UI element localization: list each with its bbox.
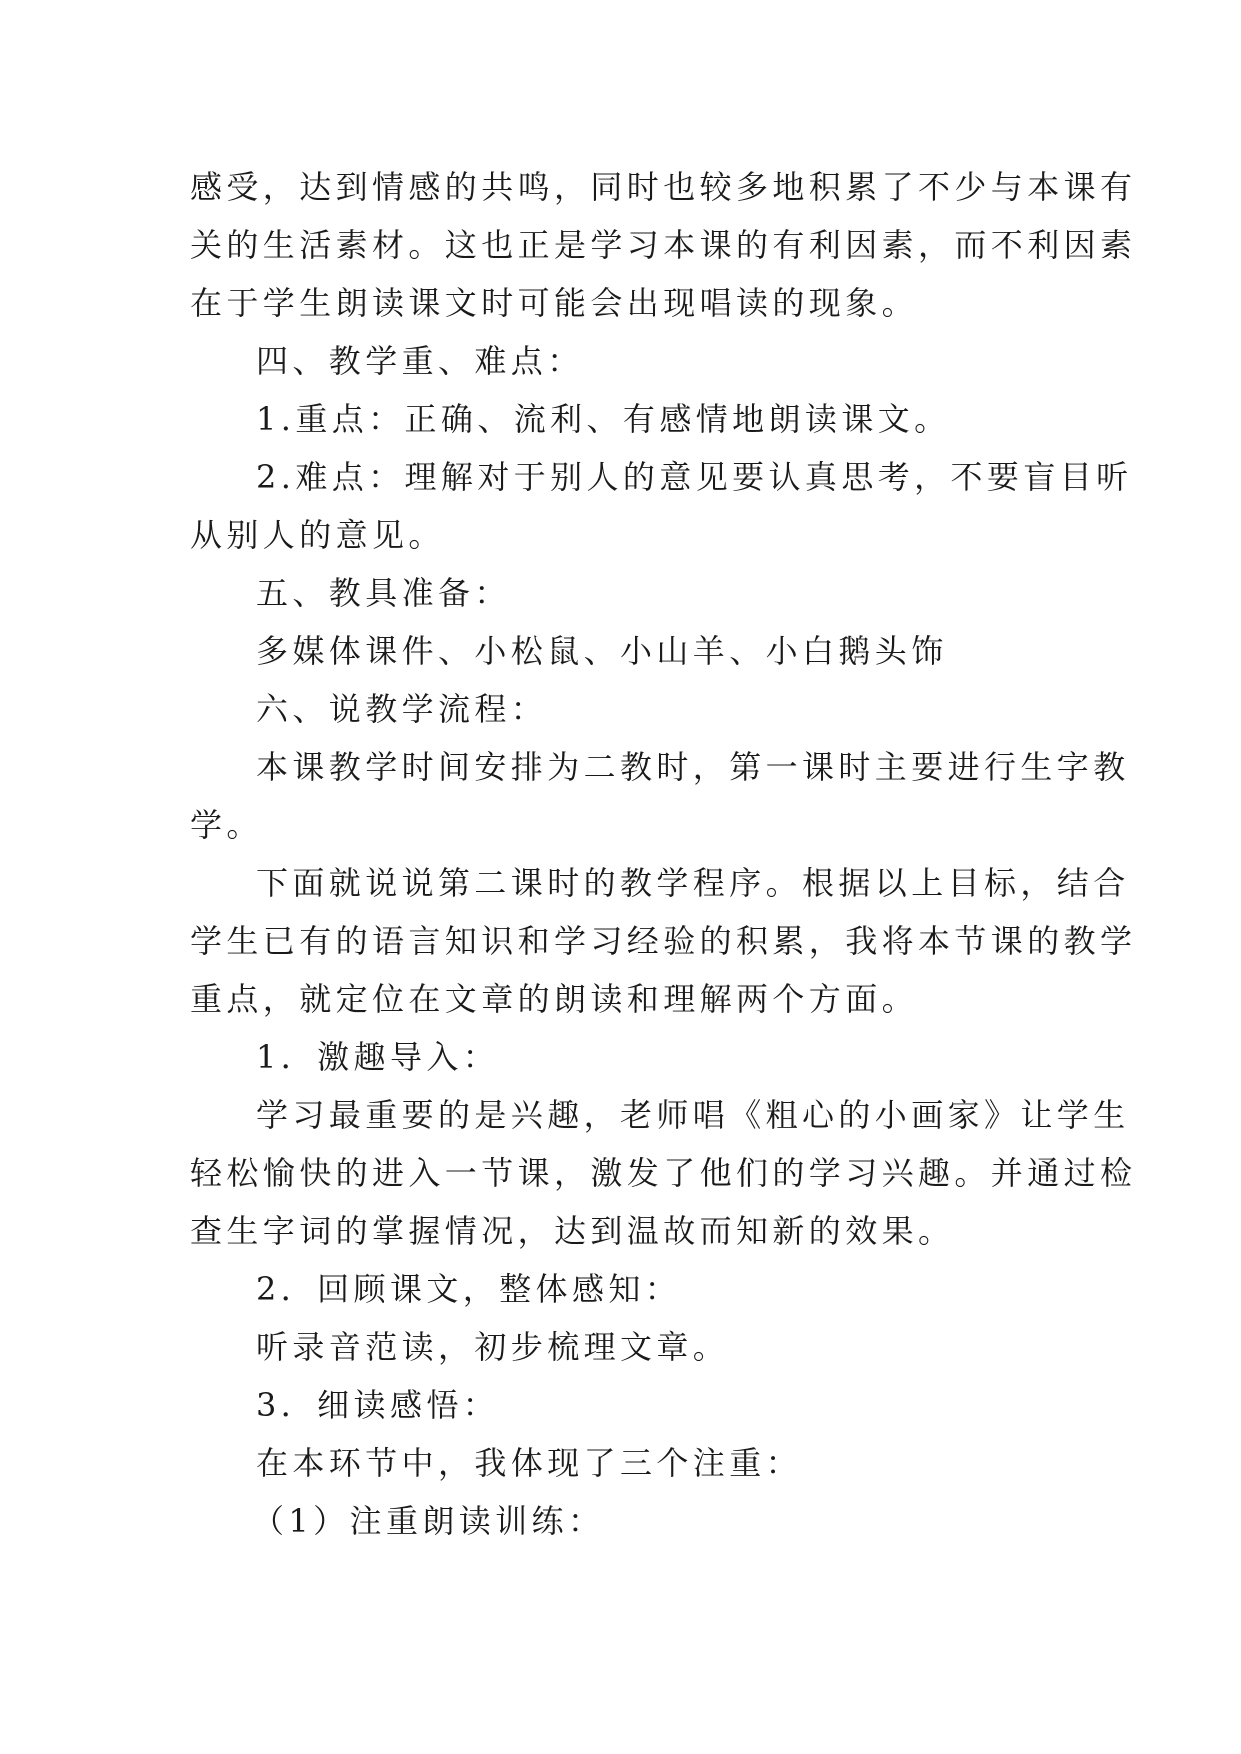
text-line: 多媒体课件、小松鼠、小山羊、小白鹅头饰 (256, 632, 948, 670)
text-line: 本课教学时间安排为二教时，第一课时主要进行生字教 (256, 748, 1130, 786)
text-line: 2.难点：理解对于别人的意见要认真思考，不要盲目听 (256, 458, 1133, 496)
list-item-heading: （1）注重朗读训练： (252, 1502, 605, 1540)
text-line: 轻松愉快的进入一节课，激发了他们的学习兴趣。并通过检 (190, 1154, 1137, 1192)
section-heading: 四、教学重、难点： (256, 342, 584, 380)
text-line: 从别人的意见。 (190, 516, 445, 554)
document-body (190, 158, 1137, 1550)
section-heading: 五、教具准备： (256, 574, 511, 612)
text-line: 在本环节中，我体现了三个注重： (256, 1444, 803, 1482)
subsection-heading: 1．激趣导入： (256, 1038, 500, 1076)
text-line: 1.重点：正确、流利、有感情地朗读课文。 (256, 400, 951, 438)
text-line: 下面就说说第二课时的教学程序。根据以上目标，结合 (256, 864, 1130, 902)
text-line: 学生已有的语言知识和学习经验的积累，我将本节课的教学 (190, 922, 1137, 960)
subsection-heading: 3．细读感悟： (256, 1386, 500, 1424)
text-line: 学。 (190, 806, 263, 844)
text-line: 听录音范读，初步梳理文章。 (256, 1328, 730, 1366)
text-line: 感受，达到情感的共鸣，同时也较多地积累了不少与本课有 (190, 168, 1137, 206)
subsection-heading: 2．回顾课文，整体感知： (256, 1270, 682, 1308)
text-line: 关的生活素材。这也正是学习本课的有利因素，而不利因素 (190, 226, 1137, 264)
text-line: 在于学生朗读课文时可能会出现唱读的现象。 (190, 284, 919, 322)
text-line: 重点，就定位在文章的朗读和理解两个方面。 (190, 980, 919, 1018)
text-line: 学习最重要的是兴趣，老师唱《粗心的小画家》让学生 (256, 1096, 1130, 1134)
text-line: 查生字词的掌握情况，达到温故而知新的效果。 (190, 1212, 955, 1250)
section-heading: 六、说教学流程： (256, 690, 548, 728)
